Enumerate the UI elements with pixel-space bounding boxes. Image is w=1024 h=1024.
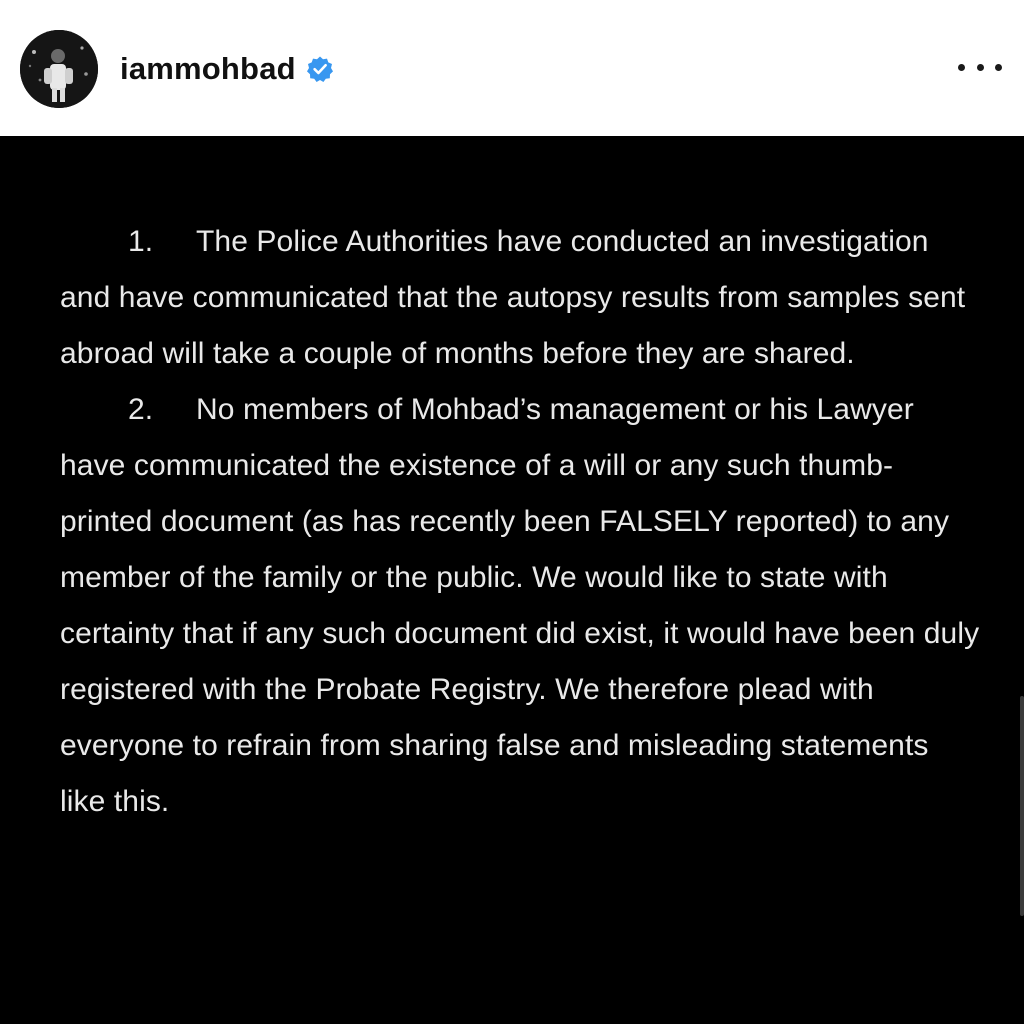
statement-item-1 bbox=[60, 214, 980, 382]
more-options-icon bbox=[977, 64, 984, 71]
item-number: 1. bbox=[128, 225, 154, 258]
more-options-icon bbox=[958, 64, 965, 71]
verified-badge-icon bbox=[306, 55, 334, 83]
statement-item-2 bbox=[60, 382, 980, 830]
profile-photo-icon bbox=[20, 30, 98, 108]
more-options-icon bbox=[995, 64, 1002, 71]
item-text: No members of Mohbad’s management or his Lawyer have communicated the existence of a will or any such thumb-printed document (as has recently been FALSELY reported) to any member of the family or the public. We would like to state with certainty that if any such document did exist, it would have been duly registered with the Probate Registry. We therefore plead with everyone to refrain from sharing false and misleading statements like this. bbox=[60, 393, 980, 818]
post-image bbox=[0, 136, 1024, 1024]
post-header bbox=[0, 0, 1024, 136]
item-number: 2. bbox=[128, 393, 154, 426]
statement-text bbox=[60, 214, 980, 830]
avatar[interactable] bbox=[20, 30, 98, 108]
more-options-button[interactable] bbox=[958, 52, 1002, 82]
username-link[interactable]: iammohbad bbox=[120, 51, 296, 86]
item-text: The Police Authorities have conducted an investigation and have communicated that the autopsy results from samples sent abroad will take a couple of months before they are shared. bbox=[60, 225, 966, 370]
scrollbar[interactable] bbox=[1020, 696, 1024, 916]
username-row bbox=[120, 46, 334, 92]
